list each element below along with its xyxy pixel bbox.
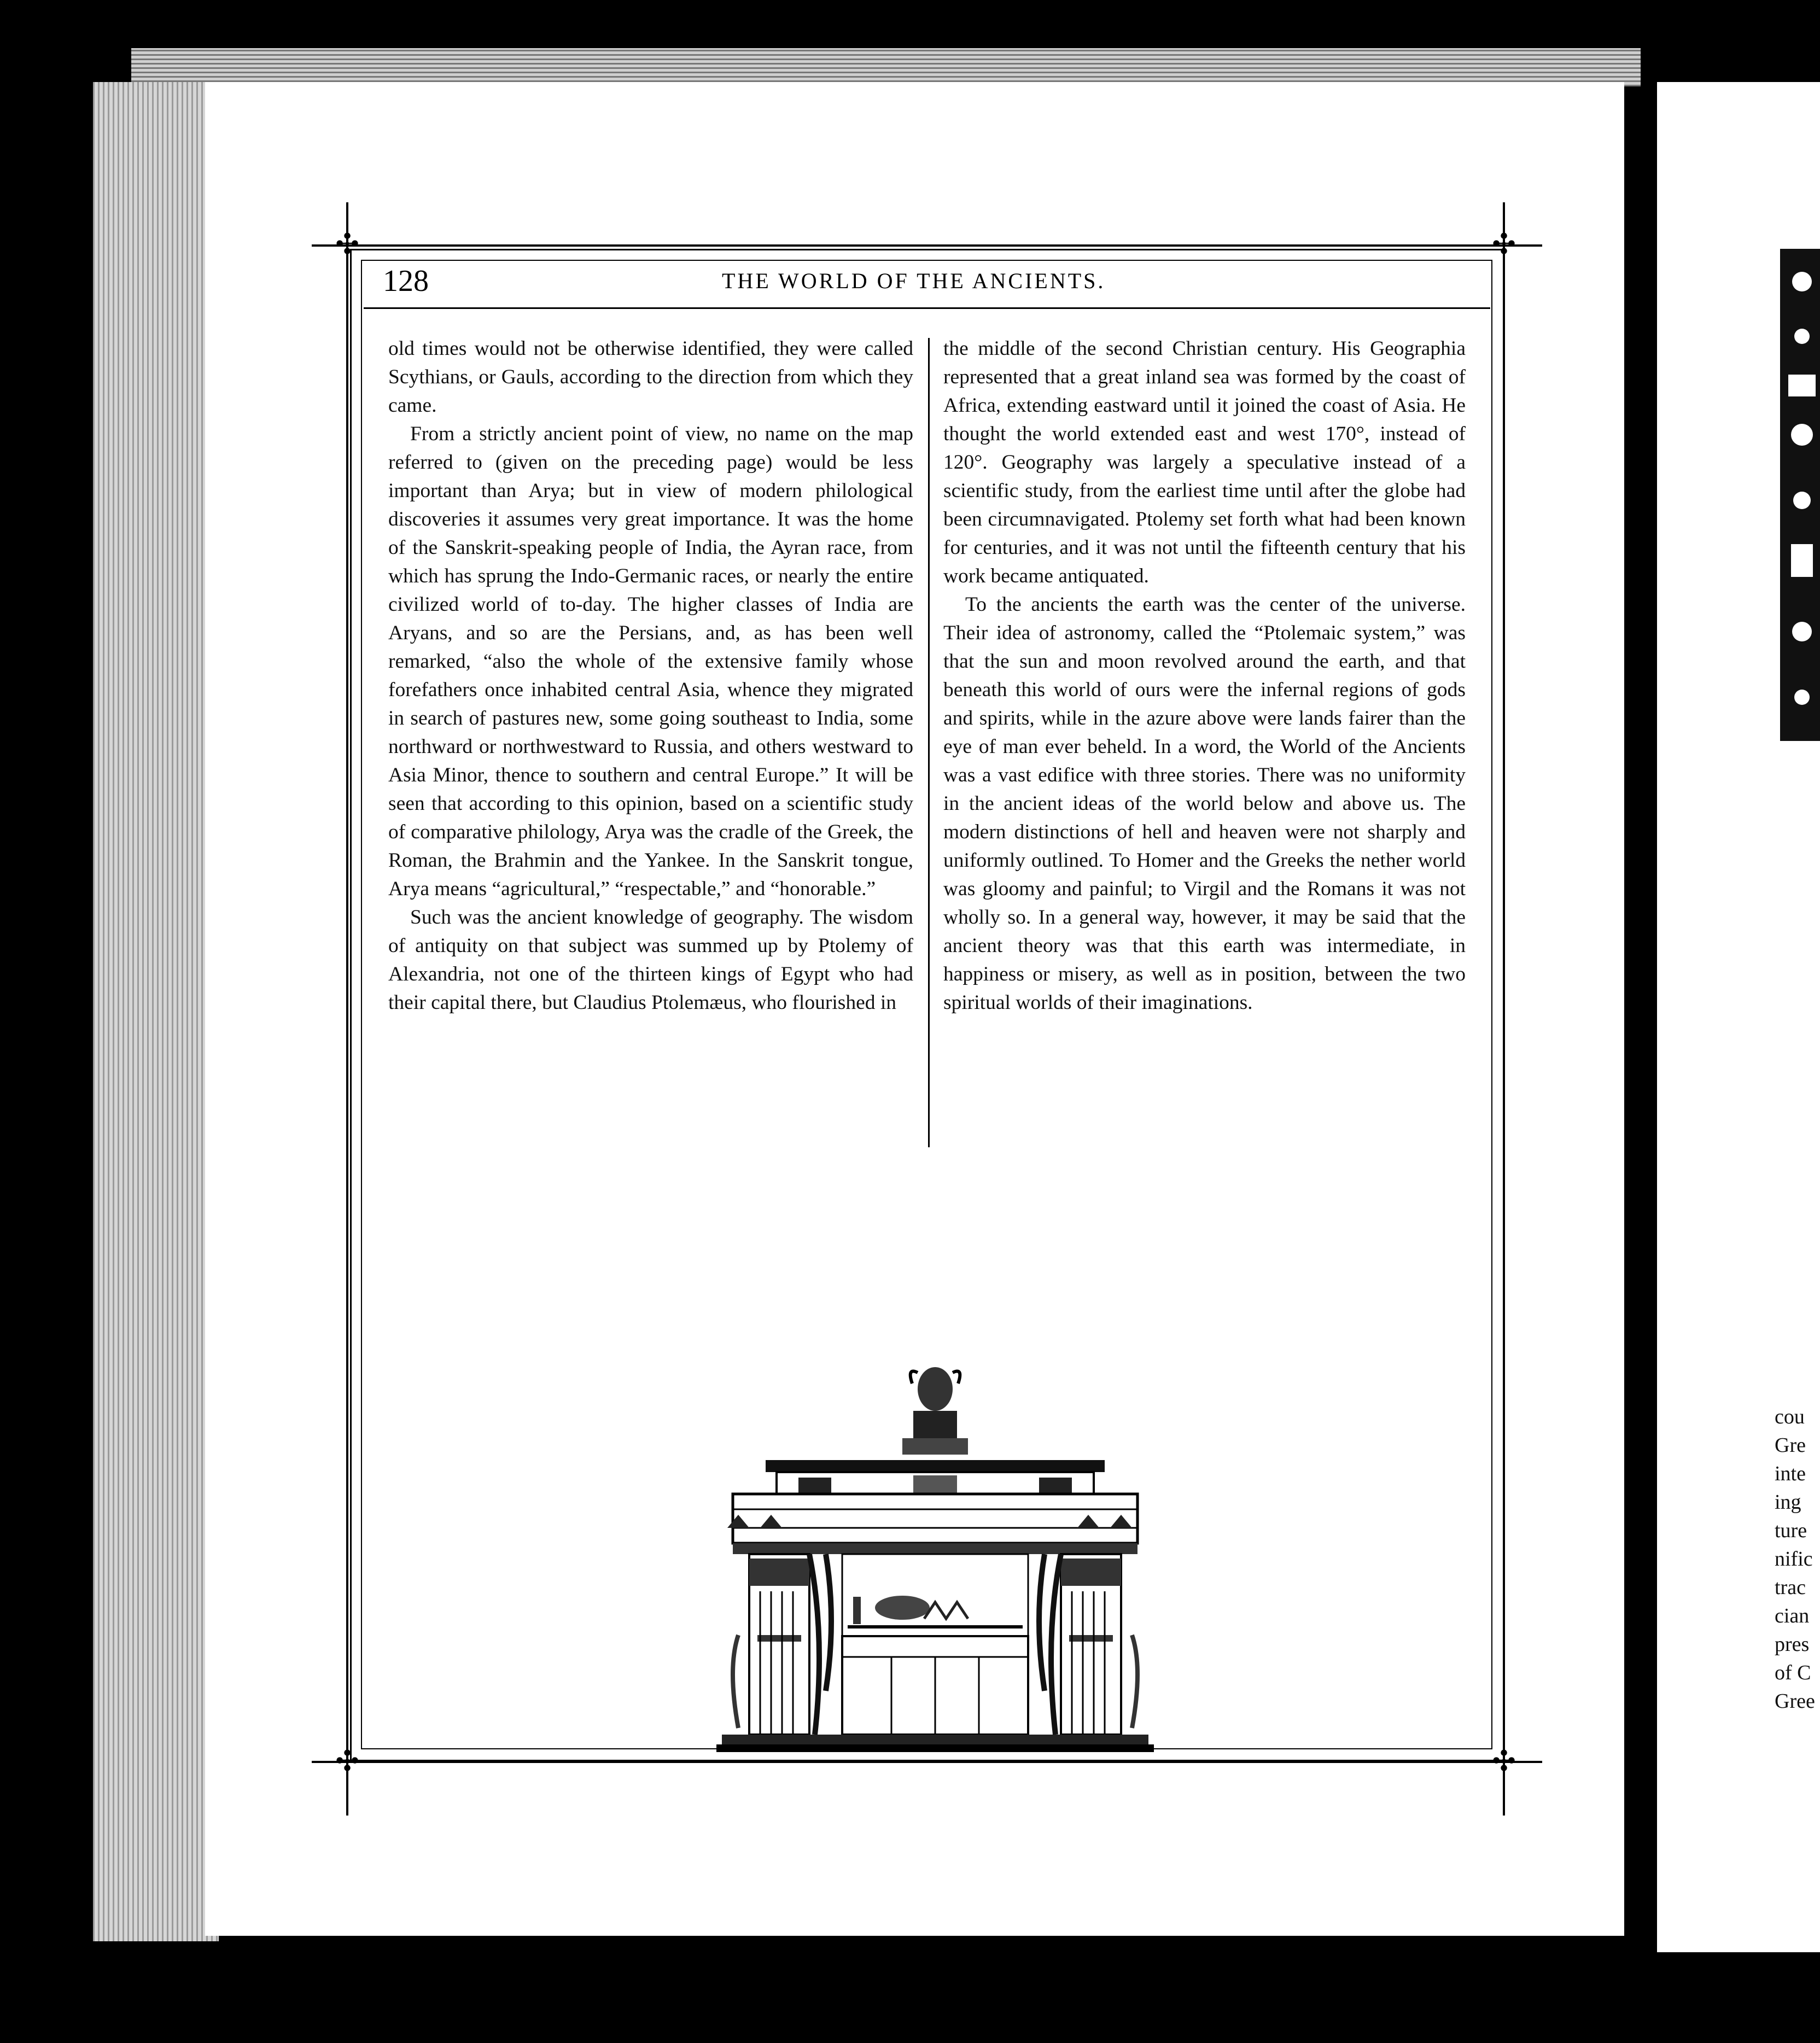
left-text-column [388, 335, 913, 1017]
text-fragment: cou [1775, 1405, 1805, 1428]
border-top-extension [312, 244, 1542, 247]
text-fragment: inte [1775, 1462, 1806, 1485]
right-text-column [943, 335, 1466, 1017]
page-header [383, 261, 1477, 300]
header-rule [364, 307, 1490, 309]
text-fragment: pres [1775, 1633, 1810, 1656]
text-fragment: Gree [1775, 1690, 1815, 1713]
text-fragment: cian [1775, 1604, 1810, 1627]
shrine-illustration [716, 1329, 1154, 1755]
text-fragment: ing [1775, 1491, 1801, 1514]
book-top-edge [131, 48, 1641, 86]
book-page-edges [93, 82, 219, 1941]
facing-page-text [1775, 1403, 1815, 1715]
text-fragment: ture [1775, 1519, 1807, 1542]
paragraph: From a strictly ancient point of view, no name on the map referred to (given on the preceding page) would be less important than Arya; but in view of modern philological discoveries it assumes very great importance. It was the home of the Sanskrit-speaking people of India, the Ayran race, from which has sprung the Indo-Germanic races, or nearly the entire civilized world of to-day. The higher classes of India are Aryans, and so are the Persians, and, as has been well remarked, “also the whole of the extensive family whose forefathers once inhabited central Asia, whence they migrated in search of pastures new, some going southeast to India, some northward or northwestward to Russia, and others westward to Asia Minor, thence to southern and central Europe.” It will be seen that according to this opinion, based on a scientific study of comparative philology, Arya was the cradle of the Greek, the Roman, the Brahmin and the Yankee. In the Sanskrit tongue, Arya means “agricultural,” “respectable,” and “honorable.” [388, 423, 913, 900]
text-fragment: Gre [1775, 1434, 1806, 1457]
text-fragment: of C [1775, 1661, 1811, 1684]
corner-ornament-icon: ✣ [335, 1746, 359, 1777]
corner-ornament-icon: ✣ [335, 229, 359, 260]
paragraph: Such was the ancient knowledge of geography. The wisdom of antiquity on that subject was summed up by Ptolemy of Alexandria, not one of the thirteen kings of Egypt who had their capital there, but Claudius Ptolemæus, who flourished in [388, 906, 913, 1014]
running-title: THE WORLD OF THE ANCIENTS. [722, 268, 1106, 293]
paragraph: To the ancients the earth was the center of the universe. Their idea of astronomy, called the “Ptolemaic system,” was that the sun and moon revolved around the earth, and that beneath this world of ours were the infernal regions of gods and spirits, while in the azure above were lands fairer than the eye of man ever beheld. In a word, the World of the Ancients was a vast edifice with three stories. There was no uniformity in the ancient ideas of the world below and above us. The modern distinctions of hell and heaven were not sharply and uniformly outlined. To Homer and the Greeks the nether world was gloomy and painful; to Virgil and the Romans it was not wholly so. In a general way, however, it may be said that the ancient theory was that this earth was intermediate, in happiness or misery, as well as in position, between the two spiritual worlds of their imaginations. [943, 593, 1466, 1014]
paragraph: old times would not be otherwise identified, they were called Scythians, or Gauls, according to the direction from which they came. [388, 337, 913, 417]
paragraph: the middle of the second Christian century. His Geographia represented that a great inland sea was formed by the coast of Africa, extending eastward until it joined the coast of Asia. He thought the world extended east and west 170°, instead of 120°. Geography was largely a speculative instead of a scientific study, from the earliest time until after the globe had been circumnavigated. Ptolemy set forth what had been known for centuries, and it was not until the fifteenth century that his work became antiquated. [943, 337, 1466, 587]
facing-page-ornament [1780, 249, 1820, 741]
corner-ornament-icon: ✣ [1492, 229, 1516, 260]
text-fragment: trac [1775, 1576, 1806, 1599]
page-number: 128 [383, 264, 429, 298]
border-bottom-extension [312, 1761, 1542, 1763]
corner-ornament-icon: ✣ [1492, 1746, 1516, 1777]
border-left-extension [346, 202, 348, 1816]
border-right-extension [1503, 202, 1505, 1816]
column-divider [928, 338, 930, 1147]
text-fragment: nific [1775, 1548, 1813, 1571]
